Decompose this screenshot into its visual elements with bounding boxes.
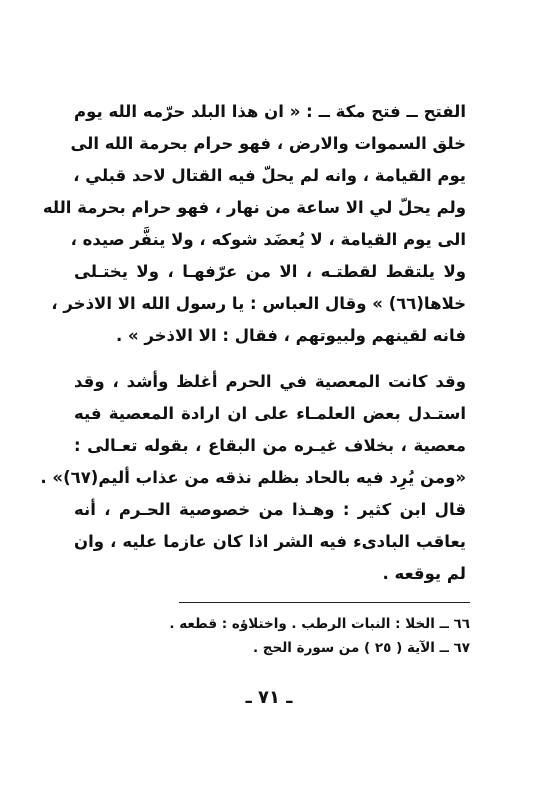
text-line: استـدل بعض العلمـاء على ان ارادة المعصية فيه bbox=[74, 404, 466, 423]
paragraph-hadith bbox=[42, 96, 466, 352]
footnotes bbox=[150, 612, 470, 660]
text-line: الى يوم القيامة ، لا يُعضَد شوكه ، ولا ينفَّر صيده ، bbox=[70, 230, 466, 249]
paragraph-sanctity bbox=[40, 366, 466, 590]
text-line: معصية ، بخلاف غيـره من البقاع ، بقوله تعـالى : bbox=[74, 436, 466, 455]
text-line: الفتح ــ فتح مكة ــ : « ان هذا البلد حرّمه الله يوم bbox=[74, 102, 466, 121]
text-line: خلاها(٦٦) » وقال العباس : يا رسول الله الا الاذخر ، bbox=[51, 294, 466, 313]
text-line: وقد كانت المعصية في الحرم أغلظ وأشد ، وقد bbox=[74, 372, 466, 391]
footnote-divider bbox=[179, 602, 470, 603]
text-line: «ومن يُرِد فيه بالحاد بظلم نذقه من عذاب أليم(٦٧)» . bbox=[40, 468, 466, 487]
text-line: يعاقب البادىء فيه الشر اذا كان عازما عليه ، وان bbox=[74, 532, 466, 551]
text-line: خلق السموات والارض ، فهو حرام بحرمة الله الى bbox=[70, 134, 466, 153]
text-line: لم يوقعه . bbox=[382, 564, 466, 583]
page-number: ـ ٧١ ـ bbox=[245, 687, 293, 708]
text-line: فانه لقينهم ولبيوتهم ، فقال : الا الاذخر » . bbox=[115, 326, 466, 345]
text-line: ولم يحلّ لي الا ساعة من نهار ، فهو حرام بحرمة الله bbox=[42, 198, 466, 217]
footnote-67: ٦٧ ــ الآية ( ٢٥ ) من سورة الحج . bbox=[252, 640, 470, 656]
text-line: قال ابن كثير : وهـذا من خصوصية الحـرم ، أنه bbox=[74, 500, 466, 519]
text-line: ولا يلتقط لقطتـه ، الا من عرّفهـا ، ولا يختـلى bbox=[74, 262, 466, 281]
footnote-66: ٦٦ ــ الخلا : النبات الرطب . واختلاؤه : قطعه . bbox=[169, 616, 470, 632]
text-line: يوم القيامة ، وانه لم يحلّ فيه القتال لاحد قبلي ، bbox=[73, 166, 466, 185]
